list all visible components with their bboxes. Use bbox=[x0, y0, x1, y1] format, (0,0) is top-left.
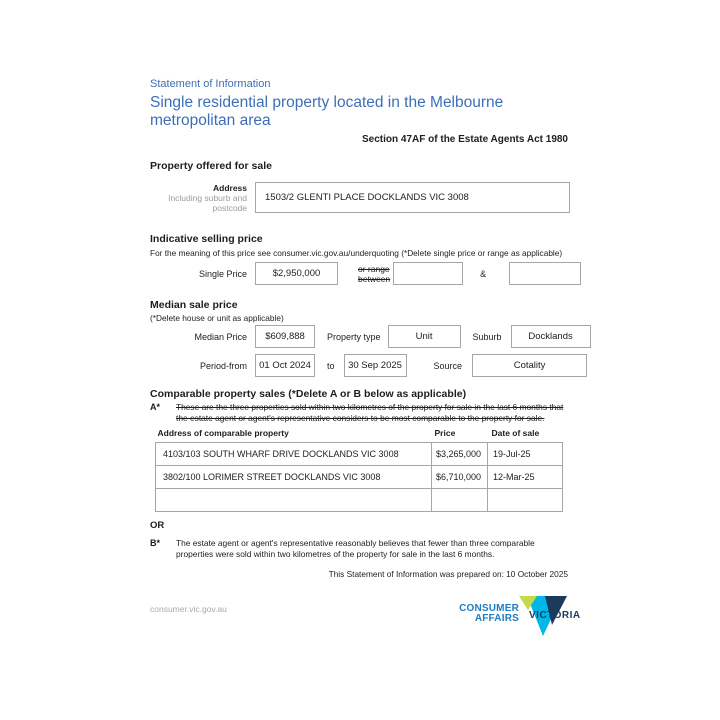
heading-property-offered: Property offered for sale bbox=[150, 160, 272, 172]
median-price-row bbox=[150, 325, 573, 348]
address-row bbox=[150, 182, 568, 213]
ampersand-text: & bbox=[480, 268, 487, 279]
col-header-date: Date of sale bbox=[491, 428, 540, 438]
source-value: Cotality bbox=[513, 360, 546, 371]
option-a-label: A* bbox=[150, 402, 161, 412]
suburb-value: Docklands bbox=[528, 331, 573, 342]
consumer-affairs-victoria-logo bbox=[449, 595, 581, 641]
document-content bbox=[150, 78, 573, 579]
comparable-price: $6,710,000 bbox=[432, 466, 488, 489]
or-separator: OR bbox=[150, 520, 165, 531]
logo-state-text: VICTORIA bbox=[529, 610, 581, 621]
property-type-label: Property type bbox=[327, 331, 381, 342]
address-label: Address bbox=[212, 182, 247, 193]
median-note: (*Delete house or unit as applicable) bbox=[150, 313, 284, 323]
comparable-sales-table bbox=[155, 428, 563, 512]
property-type-field bbox=[388, 325, 461, 348]
comparable-address: 3802/100 LORIMER STREET DOCKLANDS VIC 3008 bbox=[156, 466, 432, 489]
col-header-address: Address of comparable property bbox=[157, 428, 289, 438]
table-row bbox=[156, 443, 563, 466]
option-b-row bbox=[150, 538, 568, 560]
comparable-address: 4103/103 SOUTH WHARF DRIVE DOCKLANDS VIC 3008 bbox=[156, 443, 432, 466]
indicative-note: For the meaning of this price see consumer.vic.gov.au/underquoting (*Delete single price or range as applicable) bbox=[150, 248, 563, 258]
period-to-field bbox=[344, 354, 407, 377]
footer-url: consumer.vic.gov.au bbox=[150, 604, 227, 614]
range-label-line2: between bbox=[358, 273, 391, 284]
suburb-label: Suburb bbox=[472, 331, 502, 342]
comparable-address bbox=[156, 489, 432, 512]
period-from-label: Period-from bbox=[199, 360, 247, 371]
logo-line2: AFFAIRS bbox=[474, 613, 519, 624]
heading-median-price: Median sale price bbox=[150, 299, 238, 311]
option-b-text: The estate agent or agent's representative reasonably believes that fewer than three comparable properties were sold within two kilometres of the property for sale in the last 6 months. bbox=[176, 538, 535, 559]
logo-line1: CONSUMER bbox=[459, 603, 519, 614]
document-eyebrow: Statement of Information bbox=[150, 78, 271, 90]
median-price-value: $609,888 bbox=[265, 331, 305, 342]
range-label bbox=[358, 264, 390, 284]
to-label: to bbox=[327, 360, 335, 371]
comparable-date: 12-Mar-25 bbox=[488, 466, 563, 489]
table-header-row bbox=[156, 428, 563, 443]
address-sublabel: Including suburb and postcode bbox=[168, 192, 247, 213]
single-price-label: Single Price bbox=[198, 268, 247, 279]
col-header-price: Price bbox=[434, 428, 456, 438]
address-value: 1503/2 GLENTI PLACE DOCKLANDS VIC 3008 bbox=[265, 192, 469, 203]
range-label-line1: or range bbox=[358, 263, 390, 274]
comparable-date: 19-Jul-25 bbox=[488, 443, 563, 466]
comparable-price: $3,265,000 bbox=[432, 443, 488, 466]
option-a-row bbox=[150, 402, 568, 424]
logo-wordmark bbox=[449, 604, 519, 624]
victoria-triangle-icon bbox=[518, 595, 581, 639]
range-to-field bbox=[509, 262, 581, 285]
range-from-field bbox=[393, 262, 463, 285]
median-period-row bbox=[150, 354, 568, 377]
heading-comparable-sales: Comparable property sales (*Delete A or B below as applicable) bbox=[150, 388, 467, 400]
period-to-value: 30 Sep 2025 bbox=[348, 360, 402, 371]
period-from-value: 01 Oct 2024 bbox=[259, 360, 311, 371]
table-row bbox=[156, 489, 563, 512]
comparable-price bbox=[432, 489, 488, 512]
prepared-on-statement: This Statement of Information was prepared on: 10 October 2025 bbox=[328, 569, 568, 579]
single-price-value: $2,950,000 bbox=[272, 268, 321, 279]
property-type-value: Unit bbox=[415, 331, 433, 342]
single-price-field bbox=[255, 262, 338, 285]
period-from-field bbox=[255, 354, 315, 377]
table-row bbox=[156, 466, 563, 489]
act-section-reference: Section 47AF of the Estate Agents Act 1980 bbox=[362, 134, 568, 145]
option-b-label: B* bbox=[150, 538, 161, 548]
option-a-text: These are the three properties sold within two kilometres of the property for sale in the last 6 months that the estate agent or agent's representative considers to be most comparable to the property for sale. bbox=[176, 402, 564, 423]
source-field bbox=[472, 354, 587, 377]
address-label-block bbox=[150, 183, 247, 213]
comparable-date bbox=[488, 489, 563, 512]
page-title: Single residential property located in the Melbourne metropolitan area bbox=[150, 94, 504, 129]
single-price-row bbox=[150, 262, 568, 285]
median-price-label: Median Price bbox=[194, 331, 247, 342]
suburb-field bbox=[511, 325, 591, 348]
median-price-field bbox=[255, 325, 315, 348]
heading-indicative-price: Indicative selling price bbox=[150, 233, 263, 245]
source-label: Source bbox=[433, 360, 463, 371]
address-field bbox=[255, 182, 570, 213]
